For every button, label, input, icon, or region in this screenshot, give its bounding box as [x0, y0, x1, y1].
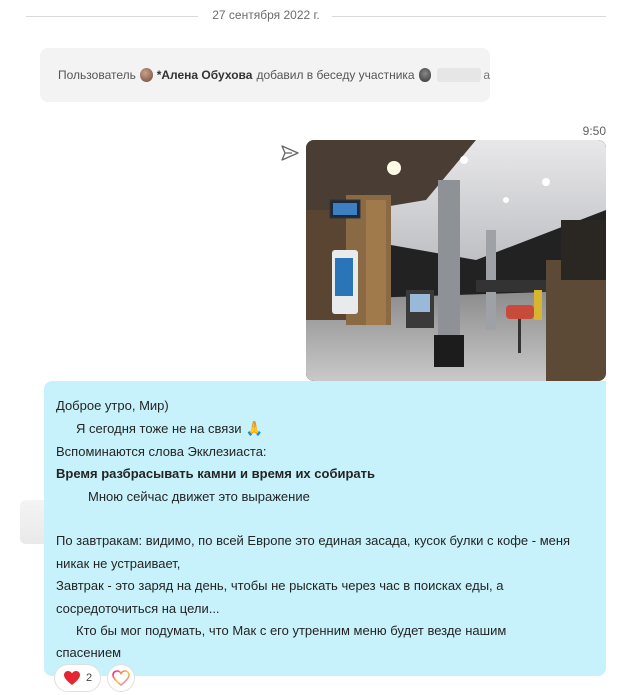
system-user-name[interactable]: *Алена Обухова — [156, 68, 253, 82]
added-user-avatar[interactable] — [419, 68, 432, 82]
reactions-bar — [54, 664, 135, 692]
heart-count: 2 — [86, 672, 93, 684]
date-label: 27 сентября 2022 г. — [212, 8, 320, 22]
message-line — [56, 508, 594, 530]
heart-reaction[interactable] — [54, 664, 101, 692]
message-photo[interactable] — [306, 140, 606, 381]
message-line: Завтрак - это заряд на день, чтобы не рыскать через час в поисках еды, а — [56, 578, 504, 594]
system-suffix: a — [483, 68, 491, 82]
add-reaction-icon — [112, 670, 130, 686]
message-line: спасением — [56, 645, 122, 661]
message-line: Доброе утро, Мир) — [56, 398, 169, 413]
message-line: Вспоминаются слова Экклезиаста: — [56, 443, 267, 459]
heart-icon — [63, 670, 81, 686]
send-icon[interactable] — [280, 144, 300, 162]
blurred-username — [437, 68, 481, 82]
message-line: Время разбрасывать камни и время их собирать — [56, 466, 375, 482]
message-line: Мною сейчас движет это выражение — [88, 488, 310, 504]
message-time: 9:50 — [582, 124, 606, 138]
date-divider — [26, 6, 606, 26]
system-prefix: Пользователь — [58, 68, 136, 82]
pray-emoji-icon: 🙏 — [245, 420, 263, 437]
message-line — [56, 417, 594, 440]
message-line: сосредоточиться на цели... — [56, 600, 220, 616]
add-reaction-button[interactable] — [107, 664, 135, 692]
divider-line-right — [332, 16, 606, 17]
message-line: никак не устраивает, — [56, 555, 181, 571]
message-line: Кто бы мог подумать, что Мак с его утренним меню будет везде нашим — [76, 623, 507, 639]
message-line: По завтракам: видимо, по всей Европе это единая засада, кусок булки с кофе - меня — [56, 533, 571, 549]
user-avatar[interactable] — [140, 68, 153, 82]
message-line-text: Я сегодня тоже не на связи — [76, 421, 242, 437]
system-action: добавил в беседу участника — [256, 68, 415, 82]
divider-line-left — [26, 16, 198, 17]
message-bubble — [44, 381, 606, 676]
restaurant-photo-image — [306, 140, 606, 381]
system-message — [40, 48, 490, 102]
